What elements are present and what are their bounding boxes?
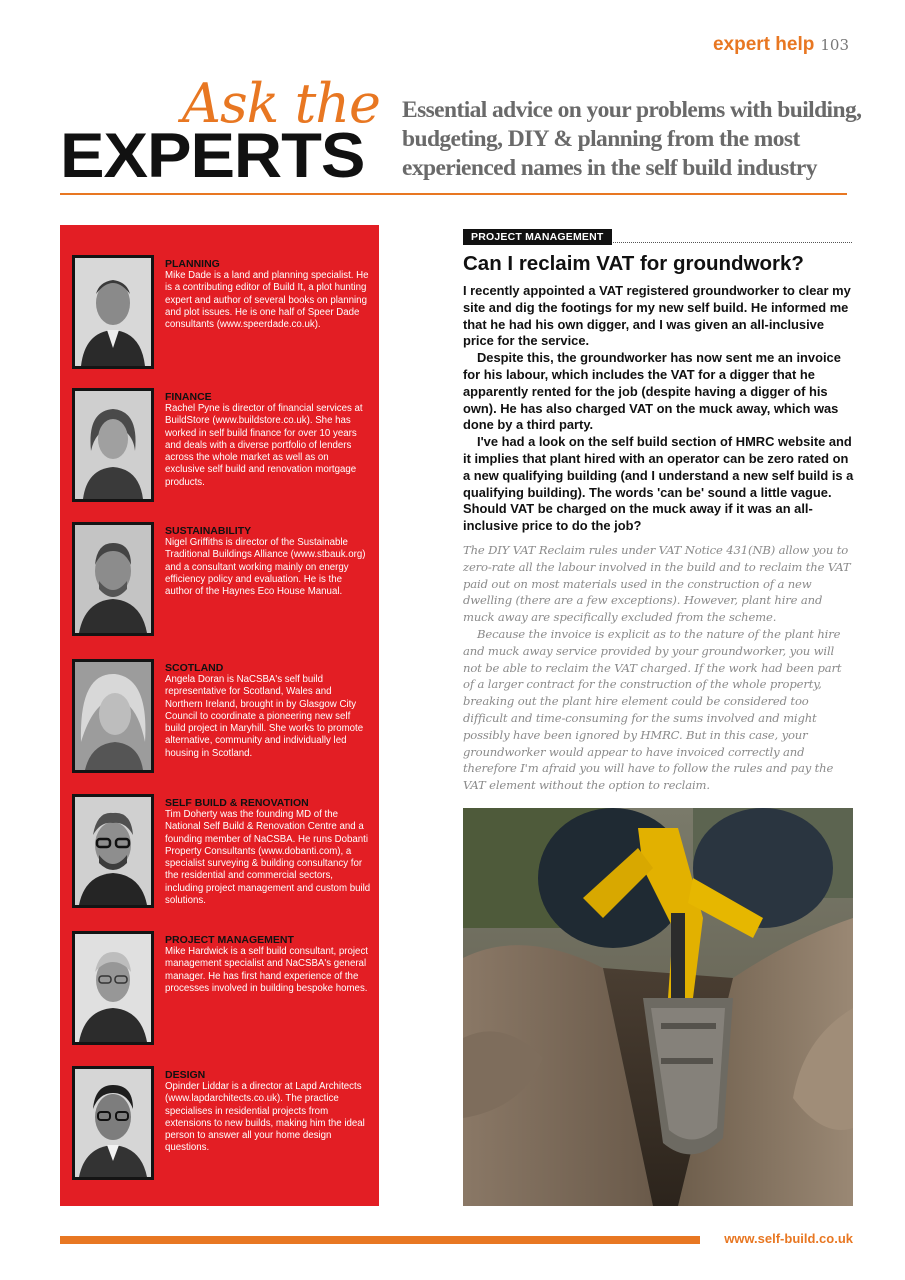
masthead-bold-title: EXPERTS xyxy=(60,121,365,191)
expert-bio: Mike Dade is a land and planning specialist. He is a contributing editor of Build It, a plot hunting expert and author of several books on planning and plot issues. He is one half of Speer Dade consultants (www.speerdade.co.uk). xyxy=(165,270,369,331)
expert-role: SELF BUILD & RENOVATION xyxy=(165,797,309,809)
expert-role: DESIGN xyxy=(165,1069,206,1081)
expert-photo xyxy=(72,388,154,502)
expert-text xyxy=(165,934,371,995)
expert-text xyxy=(165,391,371,489)
expert-text xyxy=(165,525,371,598)
expert-bio: Angela Doran is NaCSBA's self build representative for Scotland, Wales and Northern Ireland, brought in by Glasgow City Council to coordinate a pioneering new self build project in Maryhill. She works to promote alternative, community and individually led housing in Scotland. xyxy=(165,674,364,759)
expert-role: PROJECT MANAGEMENT xyxy=(165,934,294,946)
expert-text xyxy=(165,797,371,907)
expert-text xyxy=(165,662,371,760)
expert-photo xyxy=(72,931,154,1045)
portrait-image xyxy=(75,797,151,905)
masthead-script-title: Ask the xyxy=(181,72,380,135)
portrait-image xyxy=(75,525,151,633)
expert-role: SUSTAINABILITY xyxy=(165,525,252,537)
reader-question xyxy=(463,283,855,535)
expert-bio: Opinder Liddar is a director at Lapd Architects (www.lapdarchitects.co.uk). The practice specialises in residential projects from extensions to new builds, making him the ideal person to answer all your home design questions. xyxy=(165,1081,365,1154)
footer-rule xyxy=(60,1236,700,1244)
category-label: PROJECT MANAGEMENT xyxy=(463,229,612,245)
expert-bio: Mike Hardwick is a self build consultant, project management specialist and NaCSBA's general manager. He has first hand experience of the processes involved in building bespoke homes. xyxy=(165,946,368,994)
masthead xyxy=(60,70,390,191)
portrait-image xyxy=(75,934,151,1042)
digger-trench-image xyxy=(463,808,853,1206)
expert-role: SCOTLAND xyxy=(165,662,224,674)
digger-photo xyxy=(463,808,853,1206)
expert-text xyxy=(165,1069,371,1155)
expert-photo xyxy=(72,255,154,369)
answer-paragraph: Because the invoice is explicit as to the nature of the plant hire and muck away service provided by your groundworker, you will not be able to reclaim the VAT charged. If the work had been part of a larger contract for the construction of the whole property, breaking out the plant hire element could be considered too difficult and time-consuming for the sums involved and might possibly have been ignored by HMRC. But in this case, your groundworker would appear to have invoiced correctly and therefore I'm afraid you will have to follow the rules and pay the VAT element without the option to reclaim. xyxy=(463,626,842,793)
page-folio xyxy=(713,34,849,56)
portrait-image xyxy=(75,662,151,770)
portrait-image xyxy=(75,258,151,366)
section-name: expert help xyxy=(712,34,815,55)
category-label-bar xyxy=(463,227,852,243)
expert-answer xyxy=(463,542,855,794)
experts-sidebar xyxy=(60,225,379,1206)
question-paragraph: I've had a look on the self build section of HMRC website and it implies that plant hired with an operator can be zero rated on a new qualifying building (and I understand a new self build is a qualifying building). The words 'can be' sound a little vague. Should VAT be charged on the muck away if it was an all-inclusive price to do the job? xyxy=(463,434,854,534)
expert-bio: Nigel Griffiths is director of the Sustainable Traditional Buildings Alliance (www.stbauk.org) and a consultant working mainly on energy efficiency policy and evaluation. He is the author of the Haynes Eco House Manual. xyxy=(165,537,366,598)
masthead-tagline: Essential advice on your problems with building, budgeting, DIY & planning from the most experienced names in the self build industry xyxy=(402,97,862,181)
portrait-image xyxy=(75,391,151,499)
expert-text xyxy=(165,258,371,331)
footer-url: www.self-build.co.uk xyxy=(724,1231,853,1246)
expert-photo xyxy=(72,522,154,636)
header-divider xyxy=(60,193,847,195)
answer-paragraph: The DIY VAT Reclaim rules under VAT Notice 431(NB) allow you to zero-rate all the labour involved in the build and to reclaim the VAT paid out on most materials used in the construction of a new dwelling (there are a few exceptions). However, plant hire and muck away are specifically excluded from the scheme. xyxy=(463,543,851,625)
page-number: 103 xyxy=(820,36,849,54)
question-paragraph: I recently appointed a VAT registered groundworker to clear my site and dig the footings for my new self build. He informed me that he had his own digger, and I was given an all-inclusive price for the service. xyxy=(463,283,851,349)
question-paragraph: Despite this, the groundworker has now sent me an invoice for his labour, which includes the VAT for a digger that he apparently rented for the job (despite having a digger of his own). He has also charged VAT on the muck away, which was done by a third party. xyxy=(463,350,841,433)
expert-photo xyxy=(72,659,154,773)
expert-role: FINANCE xyxy=(165,391,212,403)
article-headline: Can I reclaim VAT for groundwork? xyxy=(463,252,804,275)
expert-photo xyxy=(72,794,154,908)
expert-photo xyxy=(72,1066,154,1180)
expert-role: PLANNING xyxy=(165,258,220,270)
portrait-image xyxy=(75,1069,151,1177)
expert-bio: Rachel Pyne is director of financial services at BuildStore (www.buildstore.co.uk). She has worked in self build finance for over 10 years and deals with a diverse portfolio of lenders across the whole market as well as on exclusive self build and renovation mortgage products. xyxy=(165,403,363,488)
expert-bio: Tim Doherty was the founding MD of the National Self Build & Renovation Centre and a founding member of NaCSBA. He runs Dobanti Property Consultants (www.dobanti.com), a specialist surveying & building consultancy for the residential and commercial sectors, including project management and custom build solutions. xyxy=(165,809,371,907)
